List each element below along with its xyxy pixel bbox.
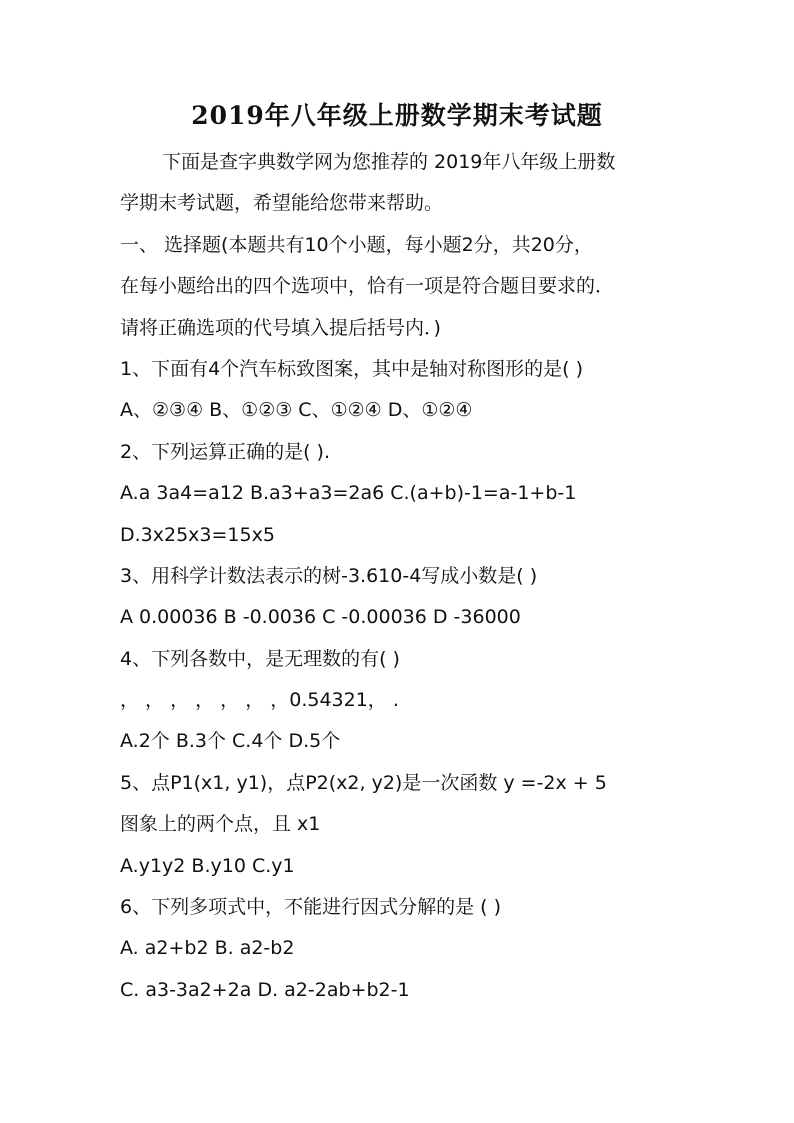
question-1: 1、下面有4个汽车标致图案，其中是轴对称图形的是( ) (120, 357, 584, 380)
question-2: 2、下列运算正确的是( ). (120, 440, 330, 463)
question-4-options: A.2个 B.3个 C.4个 D.5个 (120, 730, 341, 753)
question-6-options-line-1: A. a2+b2 B. a2-b2 (120, 937, 295, 960)
question-5: 5、点P1(x1, y1)，点P2(x2, y2)是一次函数 y =-2x + 5 (120, 771, 607, 794)
question-4: 4、下列各数中，是无理数的有( ) (120, 647, 400, 670)
question-5-continued: 图象上的两个点，且 x1 (120, 813, 321, 836)
question-2-options-line-1: A.a 3a4=a12 B.a3+a3=2a6 C.(a+b)-1=a-1+b-1 (120, 482, 577, 505)
question-1-options: A、②③④ B、①②③ C、①②④ D、①②④ (120, 399, 473, 422)
question-3: 3、用科学计数法表示的树-3.610-4写成小数是( ) (120, 564, 538, 587)
section-heading-line-2: 在每小题给出的四个选项中，恰有一项是符合题目要求的． (120, 275, 615, 298)
question-2-options-line-2: D.3x25x3=15x5 (120, 523, 275, 546)
document-body (120, 142, 680, 1011)
question-6-options-line-2: C. a3-3a2+2a D. a2-2ab+b2-1 (120, 978, 410, 1001)
intro-line-2: 学期末考试题，希望能给您带来帮助。 (120, 192, 444, 215)
question-5-options: A.y1y2 B.y10 C.y1 (120, 854, 295, 877)
section-heading-line-1: 一、 选择题(本题共有10个小题，每小题2分，共20分， (120, 233, 593, 256)
question-6: 6、下列多项式中，不能进行因式分解的是 ( ) (120, 896, 501, 919)
intro-line-1: 下面是查字典数学网为您推荐的 2019年八年级上册数 (162, 151, 616, 173)
section-heading-line-3: 请将正确选项的代号填入提后括号内．) (120, 316, 441, 339)
document-title: 2019年八年级上册数学期末考试题 (191, 101, 603, 130)
question-4-numbers: ， ， ， ， ， ， ，0.54321， . (120, 689, 399, 712)
question-3-options: A 0.00036 B -0.0036 C -0.00036 D -36000 (120, 606, 521, 629)
